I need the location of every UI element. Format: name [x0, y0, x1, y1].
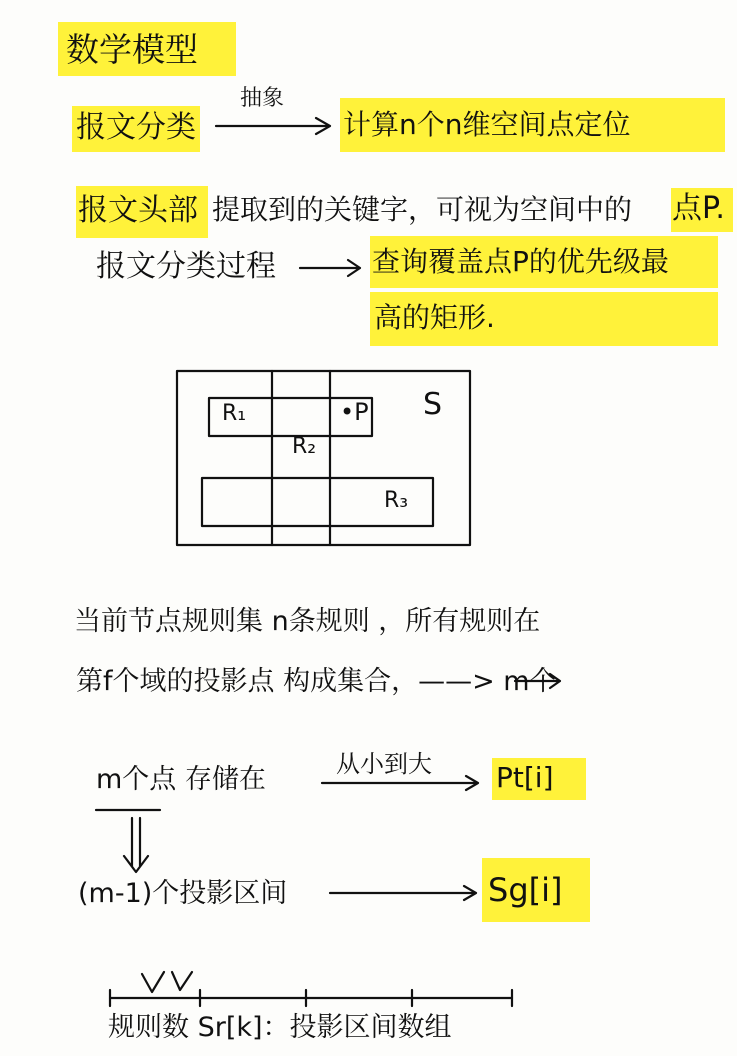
para-line2: 第f个域的投影点 构成集合，——> m个: [76, 666, 557, 697]
row1-left: 报文分类: [76, 110, 196, 145]
row3-right-line2: 高的矩形.: [374, 301, 495, 334]
diagram-label-r3: R₃: [384, 488, 409, 513]
row3-right-line1: 查询覆盖点P的优先级最: [372, 245, 669, 278]
diagram-label-s: S: [423, 387, 443, 422]
row1-arrow-label: 抽象: [240, 86, 285, 111]
pt-target: Pt[i]: [496, 761, 554, 794]
diagram-label-p: •P: [340, 398, 369, 426]
row1-right: 计算n个n维空间点定位: [343, 108, 631, 141]
para-line1: 当前节点规则集 n条规则 ，所有规则在: [74, 606, 541, 637]
m-row-text: m个点 存储在: [96, 764, 266, 795]
sg-target: Sg[i]: [488, 871, 563, 909]
interval-row-text: (m-1)个投影区间: [78, 878, 288, 909]
row2-highlight: 报文头部: [78, 193, 198, 228]
row2-middle: 提取到的关键字，可视为空间中的: [212, 193, 633, 226]
row2-end: 点P.: [672, 191, 725, 226]
bottom-text: 规则数 Sr[k]：投影区间数组: [108, 1012, 452, 1043]
diagram-label-r2: R₂: [292, 434, 317, 459]
diagram-label-r1: R₁: [222, 401, 247, 426]
m-row-arrow-label: 从小到大: [336, 750, 432, 778]
row3-left: 报文分类过程: [96, 249, 276, 284]
page-title: 数学模型: [66, 30, 198, 69]
